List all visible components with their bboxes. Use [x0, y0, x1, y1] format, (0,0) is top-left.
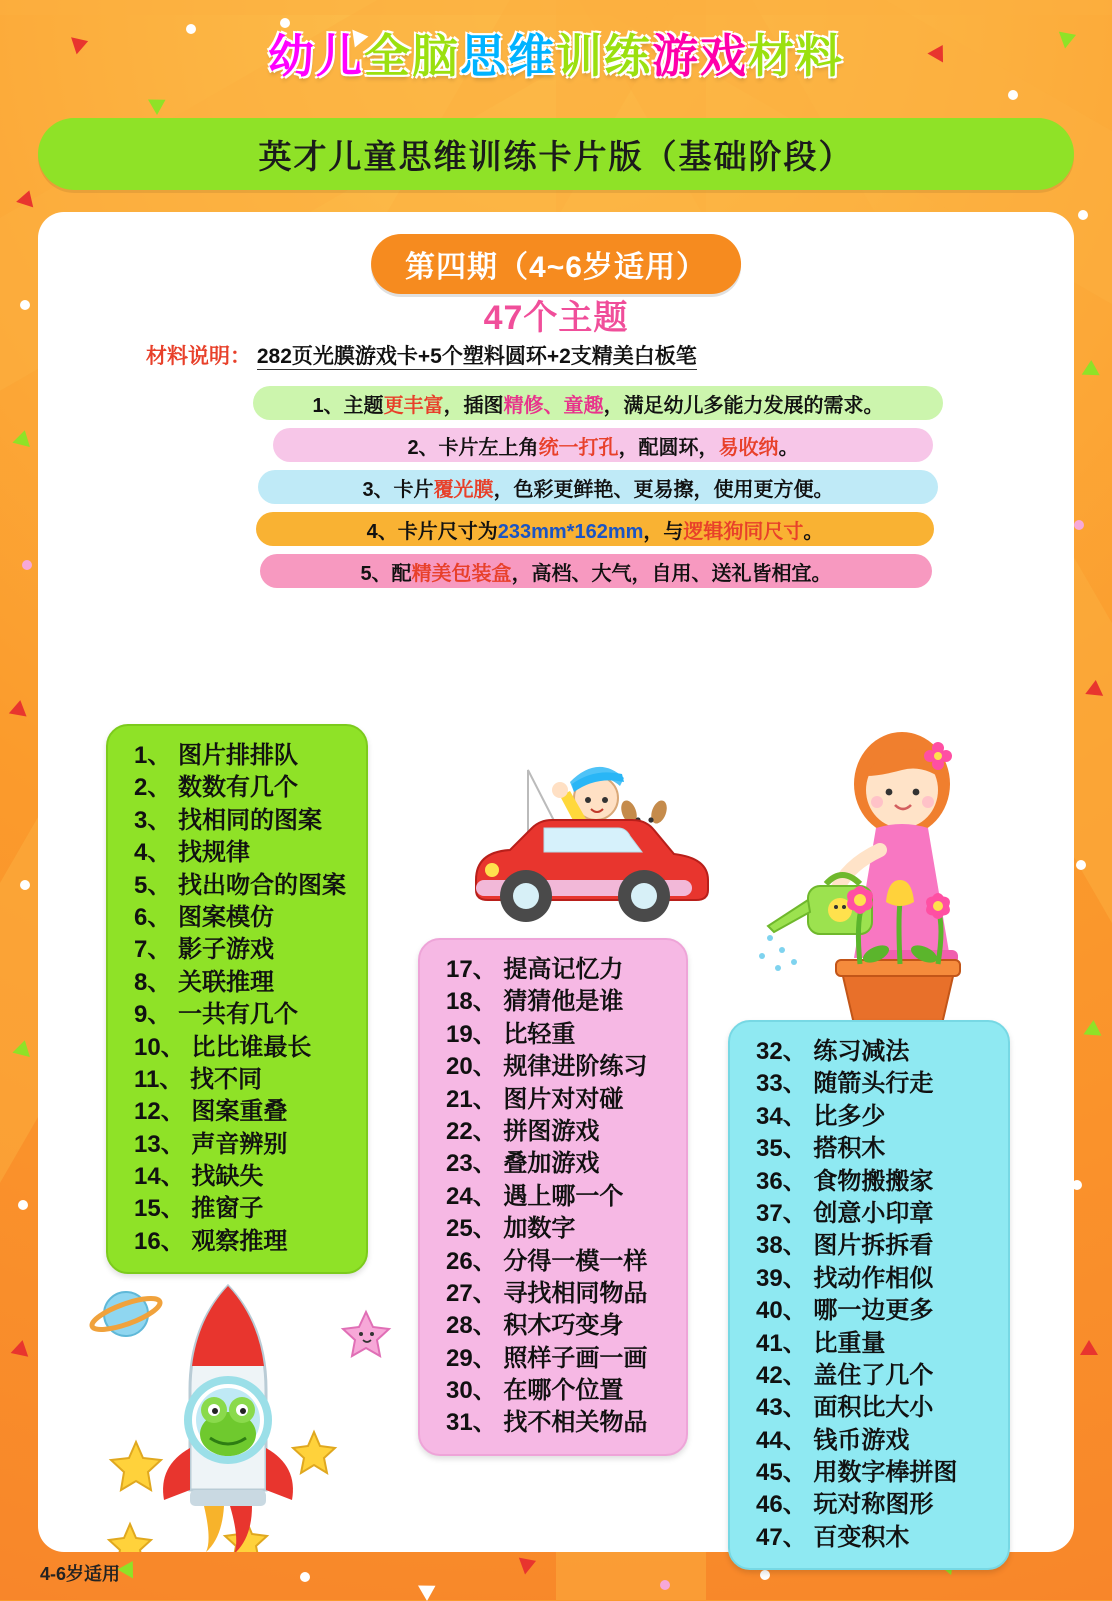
confetti-piece	[22, 560, 32, 570]
topic-list-item: 44、 钱币游戏	[756, 1426, 910, 1454]
confetti-piece	[760, 1570, 770, 1580]
edition-pill	[371, 234, 741, 294]
confetti-piece	[18, 1200, 28, 1210]
topic-list-item: 7、 影子游戏	[134, 936, 275, 964]
feature-row-5	[260, 554, 932, 588]
topic-list-item: 15、 推窗子	[134, 1195, 264, 1223]
girl-watering-illustration	[756, 710, 1006, 1030]
topic-list-item: 34、 比多少	[756, 1102, 886, 1130]
page-title-segment: 幼儿	[268, 30, 364, 82]
page-title-segment: 训练	[556, 30, 652, 82]
car-illustration	[448, 730, 718, 930]
topic-list-item: 16、 观察推理	[134, 1227, 288, 1255]
topic-list-item: 6、 图案模仿	[134, 903, 275, 931]
topic-list-item: 28、 积木巧变身	[446, 1312, 624, 1340]
confetti-piece	[660, 1580, 670, 1590]
topic-list-item: 5、 找出吻合的图案	[134, 871, 347, 899]
confetti-piece	[20, 880, 30, 890]
topic-list-item: 31、 找不相关物品	[446, 1409, 648, 1437]
topic-list-item: 10、 比比谁最长	[134, 1033, 312, 1061]
topic-list-item: 46、 玩对称图形	[756, 1491, 934, 1519]
topic-list-item: 41、 比重量	[756, 1329, 886, 1357]
feature-row-2	[273, 428, 933, 462]
topic-list-pink	[418, 938, 688, 1456]
topic-list-item: 40、 哪一边更多	[756, 1297, 934, 1325]
page-title-segment: 游戏	[652, 30, 748, 82]
topic-list-item: 17、 提高记忆力	[446, 956, 624, 983]
topic-list-item: 47、 百变积木	[756, 1523, 910, 1551]
feature-row-1	[253, 386, 943, 420]
topic-list-item: 33、 随箭头行走	[756, 1070, 934, 1098]
confetti-piece	[1080, 1340, 1098, 1355]
topic-list-item: 42、 盖住了几个	[756, 1361, 934, 1389]
topic-list-item: 3、 找相同的图案	[134, 806, 323, 834]
page-title	[0, 20, 1112, 86]
edition-pill-label: 第四期（4~6岁适用）	[405, 251, 707, 284]
banner-text: 英才儿童思维训练卡片版（基础阶段）	[258, 137, 854, 175]
feature-text-1: 1、主题更丰富，插图精修、童趣，满足幼儿多能力发展的需求。	[312, 394, 884, 417]
white-card	[38, 212, 1074, 1552]
topic-list-item: 25、 加数字	[446, 1215, 576, 1243]
page-title-segment: 全脑	[364, 30, 460, 82]
topic-list-item: 2、 数数有几个	[134, 774, 299, 802]
topic-list-green	[106, 724, 368, 1274]
confetti-piece	[1078, 210, 1088, 220]
feature-text-5: 5、配精美包装盒，高档、大气，自用、送礼皆相宜。	[360, 562, 832, 585]
banner	[38, 118, 1074, 190]
topic-list-item: 29、 照样子画一画	[446, 1344, 648, 1372]
topic-list-item: 19、 比轻重	[446, 1020, 576, 1048]
topic-list-item: 30、 在哪个位置	[446, 1377, 624, 1405]
confetti-piece	[1083, 1019, 1102, 1035]
confetti-piece	[1076, 860, 1086, 870]
confetti-piece	[20, 300, 30, 310]
confetti-piece	[1008, 90, 1018, 100]
topic-list-item: 45、 用数字棒拼图	[756, 1459, 958, 1487]
feature-row-3	[258, 470, 938, 504]
topic-list-item: 8、 关联推理	[134, 968, 275, 996]
rocket-illustration	[78, 1252, 378, 1552]
topic-list-item: 26、 分得一模一样	[446, 1247, 648, 1275]
confetti-piece	[300, 1572, 310, 1582]
footer-note: 4-6岁适用	[40, 1564, 121, 1584]
topic-list-item: 12、 图案重叠	[134, 1098, 288, 1126]
topic-list-item: 35、 搭积木	[756, 1135, 886, 1163]
topic-list-item: 21、 图片对对碰	[446, 1085, 624, 1113]
topic-list-item: 4、 找规律	[134, 839, 251, 867]
topic-list-item: 14、 找缺失	[134, 1163, 264, 1191]
material-label: 材料说明：	[146, 345, 251, 368]
feature-text-3: 3、卡片覆光膜，色彩更鲜艳、更易擦，使用更方便。	[362, 478, 834, 501]
confetti-piece	[1085, 679, 1104, 696]
topic-list-item: 22、 拼图游戏	[446, 1117, 600, 1145]
topic-list-item: 20、 规律进阶练习	[446, 1053, 648, 1081]
topic-list-item: 18、 猜猜他是谁	[446, 988, 624, 1016]
material-value: 282页光膜游戏卡+5个塑料圆环+2支精美白板笔	[256, 345, 697, 368]
topic-list-item: 37、 创意小印章	[756, 1199, 934, 1227]
confetti-piece	[1082, 360, 1101, 376]
topic-list-item: 13、 声音辨别	[134, 1130, 288, 1158]
feature-text-4: 4、卡片尺寸为233mm*162mm，与逻辑狗同尺寸。	[366, 520, 824, 543]
topic-list-item: 27、 寻找相同物品	[446, 1279, 648, 1307]
topic-list-item: 9、 一共有几个	[134, 1001, 299, 1029]
topic-list-item: 39、 找动作相似	[756, 1264, 934, 1292]
topic-list-item: 11、 找不同	[134, 1065, 263, 1093]
topic-list-item: 24、 遇上哪一个	[446, 1182, 624, 1210]
topic-list-item: 1、 图片排排队	[134, 742, 299, 769]
topic-list-item: 36、 食物搬搬家	[756, 1167, 934, 1195]
topic-count: 47个主题	[483, 299, 629, 337]
topic-list-item: 23、 叠加游戏	[446, 1150, 600, 1178]
page-title-segment: 材料	[748, 30, 844, 82]
topic-list-item: 43、 面积比大小	[756, 1394, 934, 1422]
topic-list-blue	[728, 1020, 1010, 1570]
feature-text-2: 2、卡片左上角统一打孔，配圆环，易收纳。	[407, 436, 799, 459]
feature-row-4	[256, 512, 934, 546]
content-page	[38, 104, 1074, 1564]
topic-list-item: 38、 图片拆拆看	[756, 1232, 934, 1260]
material-description	[146, 340, 697, 370]
confetti-piece	[9, 699, 29, 717]
page-title-segment: 思维	[460, 30, 556, 82]
confetti-piece	[1074, 520, 1084, 530]
topic-list-item: 32、 练习减法	[756, 1038, 910, 1065]
star-doodle-icon	[336, 1304, 396, 1364]
